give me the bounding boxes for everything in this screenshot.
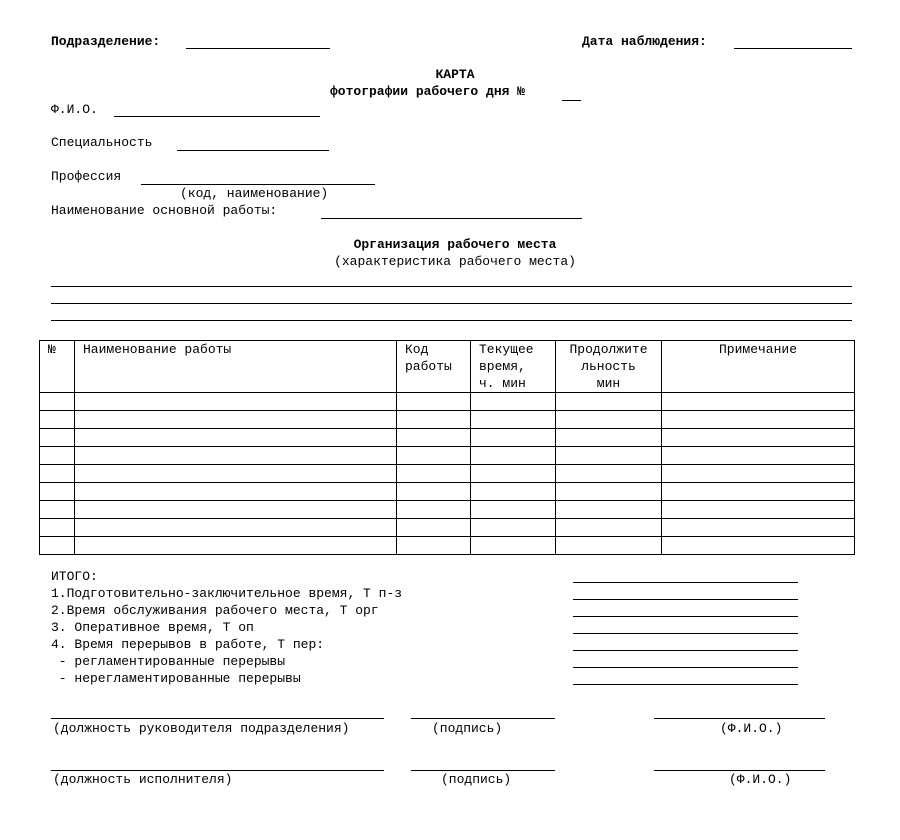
main-work-label: Наименование основной работы:	[51, 203, 278, 218]
table-cell[interactable]	[556, 537, 662, 555]
observation-date-label: Дата наблюдения:	[582, 34, 707, 49]
table-cell[interactable]	[75, 465, 397, 483]
table-cell[interactable]	[471, 501, 556, 519]
table-row	[40, 501, 855, 519]
col-number-header: №	[40, 341, 75, 393]
table-cell[interactable]	[397, 501, 471, 519]
table-row	[40, 519, 855, 537]
observation-date-field[interactable]	[734, 48, 852, 49]
profession-label: Профессия	[51, 169, 122, 184]
table-cell[interactable]	[40, 447, 75, 465]
table-cell[interactable]	[471, 519, 556, 537]
fio-label: Ф.И.О.	[51, 102, 98, 117]
main-work-field[interactable]	[321, 218, 582, 219]
table-cell[interactable]	[75, 393, 397, 411]
col-current-time-header: Текущее время, ч. мин	[471, 341, 556, 393]
table-row	[40, 483, 855, 501]
fio-field[interactable]	[114, 116, 320, 117]
table-cell[interactable]	[556, 447, 662, 465]
table-cell[interactable]	[662, 411, 855, 429]
table-cell[interactable]	[662, 429, 855, 447]
totals-item-3: 3. Оперативное время, Т оп	[51, 620, 254, 635]
totals-item-5: - регламентированные перерывы	[51, 654, 286, 669]
table-cell[interactable]	[471, 411, 556, 429]
table-cell[interactable]	[40, 483, 75, 501]
work-table	[39, 340, 855, 555]
table-cell[interactable]	[471, 537, 556, 555]
profession-hint: (код, наименование)	[180, 186, 329, 201]
table-cell[interactable]	[397, 483, 471, 501]
table-row	[40, 465, 855, 483]
table-cell[interactable]	[662, 501, 855, 519]
workplace-line-1[interactable]	[51, 286, 852, 287]
table-cell[interactable]	[40, 465, 75, 483]
executor-position-line[interactable]	[51, 770, 384, 771]
table-cell[interactable]	[397, 447, 471, 465]
table-cell[interactable]	[471, 483, 556, 501]
specialty-label: Специальность	[51, 135, 153, 150]
table-cell[interactable]	[75, 429, 397, 447]
specialty-field[interactable]	[177, 150, 329, 151]
table-cell[interactable]	[662, 519, 855, 537]
table-cell[interactable]	[662, 483, 855, 501]
division-label: Подразделение:	[51, 34, 161, 49]
manager-signature-caption: (подпись)	[432, 721, 503, 736]
col-duration-header: Продолжите льность мин	[556, 341, 662, 393]
table-cell[interactable]	[40, 429, 75, 447]
table-cell[interactable]	[556, 465, 662, 483]
totals-value-line-3[interactable]	[573, 616, 798, 617]
totals-value-line-2[interactable]	[573, 599, 798, 600]
executor-signature-line[interactable]	[411, 770, 555, 771]
table-cell[interactable]	[75, 447, 397, 465]
manager-name-line[interactable]	[654, 718, 825, 719]
table-cell[interactable]	[662, 393, 855, 411]
table-row	[40, 429, 855, 447]
table-cell[interactable]	[75, 411, 397, 429]
table-cell[interactable]	[556, 393, 662, 411]
col-work-name-header: Наименование работы	[75, 341, 397, 393]
table-cell[interactable]	[662, 537, 855, 555]
executor-name-caption: (Ф.И.О.)	[729, 772, 792, 787]
table-row	[40, 447, 855, 465]
table-cell[interactable]	[75, 501, 397, 519]
table-cell[interactable]	[662, 465, 855, 483]
table-cell[interactable]	[471, 447, 556, 465]
table-row	[40, 411, 855, 429]
table-cell[interactable]	[397, 429, 471, 447]
totals-title: ИТОГО:	[51, 569, 98, 584]
table-cell[interactable]	[556, 429, 662, 447]
workplace-line-3[interactable]	[51, 320, 852, 321]
executor-position-caption: (должность исполнителя)	[53, 772, 233, 787]
table-cell[interactable]	[662, 447, 855, 465]
table-row	[40, 537, 855, 555]
card-subtitle: фотографии рабочего дня №	[330, 84, 526, 99]
totals-item-2: 2.Время обслуживания рабочего места, Т орг	[51, 603, 379, 618]
profession-field[interactable]	[141, 184, 375, 185]
table-cell[interactable]	[75, 483, 397, 501]
table-cell[interactable]	[397, 537, 471, 555]
table-cell[interactable]	[556, 483, 662, 501]
totals-value-line-6[interactable]	[573, 667, 798, 668]
manager-signature-line[interactable]	[411, 718, 555, 719]
totals-item-6: - нерегламентированные перерывы	[51, 671, 301, 686]
table-cell[interactable]	[40, 411, 75, 429]
totals-item-4: 4. Время перерывов в работе, Т пер:	[51, 637, 325, 652]
executor-signature-caption: (подпись)	[441, 772, 512, 787]
table-cell[interactable]	[556, 411, 662, 429]
table-cell[interactable]	[471, 429, 556, 447]
table-cell[interactable]	[40, 519, 75, 537]
col-note-header: Примечание	[662, 341, 855, 393]
table-header-row	[40, 341, 855, 393]
table-row	[40, 393, 855, 411]
table-cell[interactable]	[556, 519, 662, 537]
table-cell[interactable]	[397, 519, 471, 537]
table-cell[interactable]	[556, 501, 662, 519]
totals-value-line-1[interactable]	[573, 582, 798, 583]
table-cell[interactable]	[75, 537, 397, 555]
totals-value-line-5[interactable]	[573, 650, 798, 651]
workplace-title: Организация рабочего места	[353, 237, 557, 252]
table-cell[interactable]	[40, 501, 75, 519]
manager-position-line[interactable]	[51, 718, 384, 719]
table-cell[interactable]	[75, 519, 397, 537]
table-cell[interactable]	[471, 465, 556, 483]
table-cell[interactable]	[397, 393, 471, 411]
card-number-field[interactable]	[562, 100, 581, 101]
division-field[interactable]	[186, 48, 330, 49]
workplace-subtitle: (характеристика рабочего места)	[334, 254, 576, 269]
totals-value-line-7[interactable]	[573, 684, 798, 685]
manager-position-caption: (должность руководителя подразделения)	[53, 721, 350, 736]
col-work-code-header: Код работы	[397, 341, 471, 393]
table-cell[interactable]	[471, 393, 556, 411]
workplace-line-2[interactable]	[51, 303, 852, 304]
table-cell[interactable]	[397, 411, 471, 429]
table-cell[interactable]	[397, 465, 471, 483]
table-cell[interactable]	[40, 393, 75, 411]
totals-item-1: 1.Подготовительно-заключительное время, Т п-з	[51, 586, 403, 601]
table-cell[interactable]	[40, 537, 75, 555]
manager-name-caption: (Ф.И.О.)	[720, 721, 783, 736]
totals-value-line-4[interactable]	[573, 633, 798, 634]
executor-name-line[interactable]	[654, 770, 825, 771]
card-title: КАРТА	[435, 67, 475, 82]
